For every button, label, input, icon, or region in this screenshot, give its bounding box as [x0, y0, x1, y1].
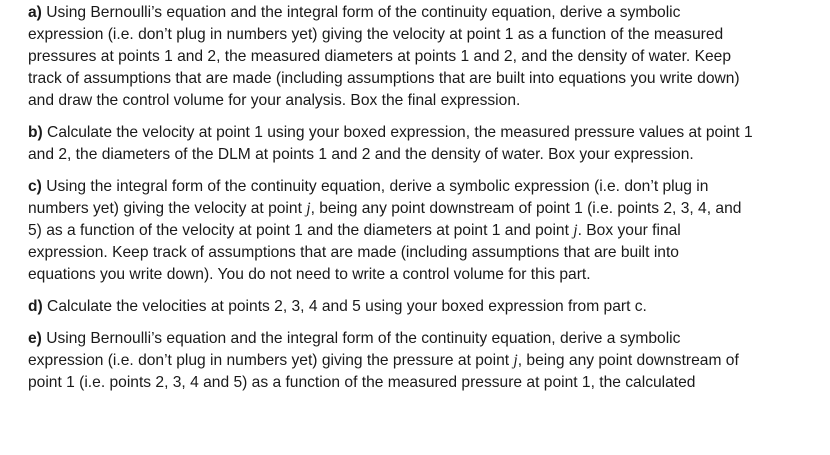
part-e-label: e) — [28, 330, 42, 347]
paragraph-a: a) Using Bernoulli’s equation and the integral form of the continuity equation, derive a symbolic expression (i.e. don’t plug in numbers yet) giving the velocity at point 1 as a function of the measured pressures at points 1 and 2, the measured diameters at points 1 and 2, and the density of water. Keep track of assumptions that are made (including assumptions that are built into equations you write down) and draw the control volume for your analysis. Box the final expression. — [28, 4, 740, 109]
paragraph-d: d) Calculate the velocities at points 2, 3, 4 and 5 using your boxed expression from part c. — [28, 298, 647, 315]
part-b-label: b) — [28, 124, 43, 141]
document-body — [28, 2, 818, 394]
variable-j: j — [513, 352, 518, 369]
part-d-label: d) — [28, 298, 43, 315]
variable-j: j — [573, 222, 578, 239]
paragraph-b: b) Calculate the velocity at point 1 using your boxed expression, the measured pressure values at point 1 and 2, the diameters of the DLM at points 1 and 2 and the density of water. Box your expression. — [28, 124, 753, 163]
part-c-label: c) — [28, 178, 42, 195]
paragraph-c: c) Using the integral form of the continuity equation, derive a symbolic expression (i.e. don’t plug in numbers yet) giving the velocity at point j, being any point downstream of point 1 (i.e. points 2, 3, 4, and 5) as a function of the velocity at point 1 and the diameters at point 1 and point j. Box your final expression. Keep track of assumptions that are made (including assumptions that are built into equations you write down). You do not need to write a control volume for this part. — [28, 178, 742, 283]
variable-j: j — [306, 200, 311, 217]
part-a-label: a) — [28, 4, 42, 21]
paragraph-e: e) Using Bernoulli’s equation and the integral form of the continuity equation, derive a symbolic expression (i.e. don’t plug in numbers yet) giving the pressure at point j, being any point downstream of point 1 (i.e. points 2, 3, 4 and 5) as a function of the measured pressure at point 1, the calculated — [28, 330, 739, 391]
